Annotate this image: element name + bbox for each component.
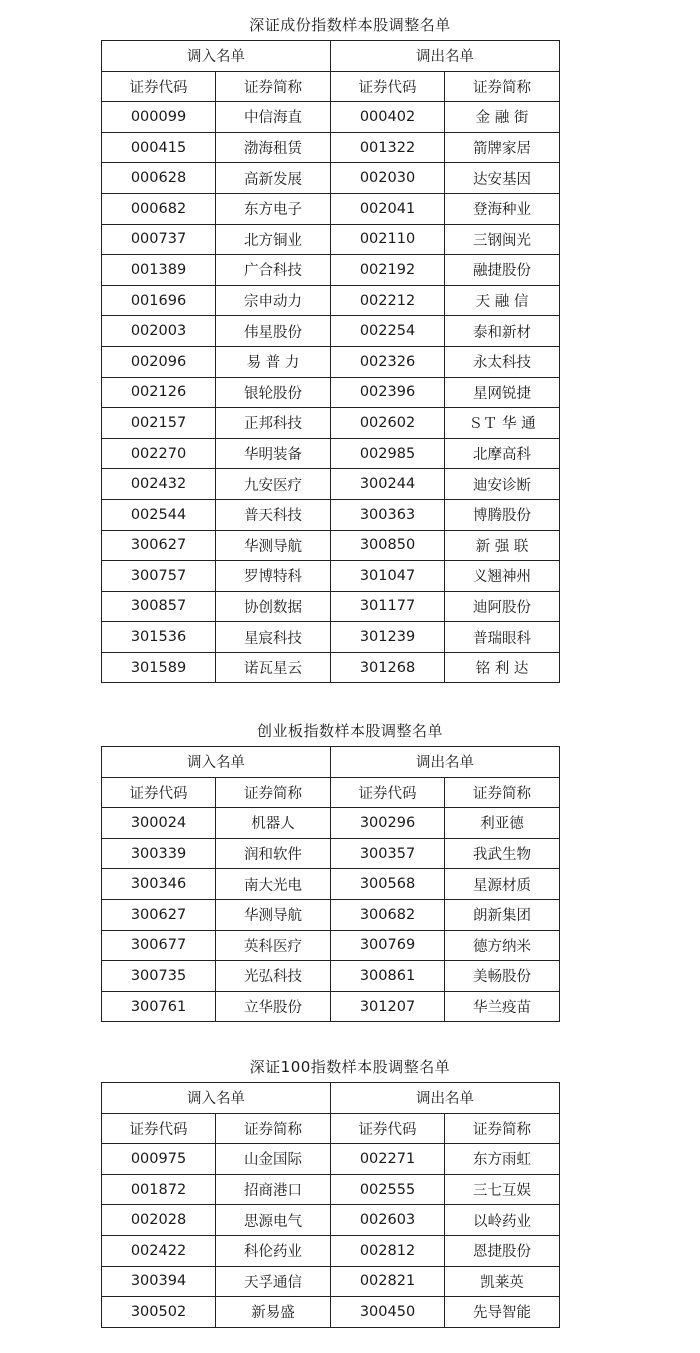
- table-row: [102, 899, 560, 930]
- group-header-row: [102, 1083, 560, 1114]
- adjustment-table: [101, 1082, 560, 1328]
- added-name-cell: 银轮股份: [216, 377, 331, 408]
- removed-list-header: 调出名单: [331, 747, 560, 778]
- table-row: [102, 132, 560, 163]
- added-code-cell: 000415: [102, 132, 216, 163]
- added-code-cell: 002157: [102, 408, 216, 439]
- removed-code-cell: 002821: [331, 1266, 445, 1297]
- added-name-cell: 广合科技: [216, 255, 331, 286]
- added-list-header: 调入名单: [102, 1083, 331, 1114]
- adjustment-table: [101, 40, 560, 683]
- section-title: 深证成份指数样本股调整名单: [249, 16, 451, 34]
- removed-code-cell: 002555: [331, 1174, 445, 1205]
- added-code-cell: 000099: [102, 102, 216, 133]
- added-name-cell: 诺瓦星云: [216, 652, 331, 683]
- chinext-index-section: [0, 716, 700, 1017]
- removed-code-cell: 002030: [331, 163, 445, 194]
- removed-code-cell: 002254: [331, 316, 445, 347]
- security-code-header: 证券代码: [331, 71, 445, 102]
- removed-code-cell: 002326: [331, 346, 445, 377]
- column-header-row: [102, 71, 560, 102]
- added-code-cell: 300757: [102, 561, 216, 592]
- table-row: [102, 163, 560, 194]
- added-code-cell: 002003: [102, 316, 216, 347]
- removed-name-cell: 永太科技: [445, 346, 560, 377]
- added-code-cell: 000975: [102, 1144, 216, 1175]
- security-name-header: 证券简称: [445, 1113, 560, 1144]
- added-name-cell: 罗博特科: [216, 561, 331, 592]
- removed-code-cell: 001322: [331, 132, 445, 163]
- security-code-header: 证券代码: [102, 1113, 216, 1144]
- added-name-cell: 光弘科技: [216, 961, 331, 992]
- table-row: [102, 255, 560, 286]
- removed-name-cell: 登海种业: [445, 193, 560, 224]
- security-code-header: 证券代码: [331, 1113, 445, 1144]
- added-code-cell: 002096: [102, 346, 216, 377]
- table-row: [102, 102, 560, 133]
- added-code-cell: 300735: [102, 961, 216, 992]
- shenzhen-component-index-section: [0, 10, 700, 678]
- table-row: [102, 408, 560, 439]
- column-header-row: [102, 777, 560, 808]
- removed-code-cell: 301177: [331, 591, 445, 622]
- added-name-cell: 易 普 力: [216, 346, 331, 377]
- removed-code-cell: 002812: [331, 1235, 445, 1266]
- added-name-cell: 南大光电: [216, 869, 331, 900]
- removed-name-cell: 三七互娱: [445, 1174, 560, 1205]
- added-code-cell: 300394: [102, 1266, 216, 1297]
- security-name-header: 证券简称: [216, 777, 331, 808]
- added-name-cell: 星宸科技: [216, 622, 331, 653]
- added-code-cell: 001872: [102, 1174, 216, 1205]
- table-row: [102, 991, 560, 1022]
- table-row: [102, 622, 560, 653]
- added-name-cell: 华明装备: [216, 438, 331, 469]
- removed-name-cell: 利亚德: [445, 808, 560, 839]
- removed-name-cell: 新 强 联: [445, 530, 560, 561]
- table-row: [102, 224, 560, 255]
- table-row: [102, 808, 560, 839]
- removed-code-cell: 002985: [331, 438, 445, 469]
- table-row: [102, 530, 560, 561]
- added-name-cell: 思源电气: [216, 1205, 331, 1236]
- table-row: [102, 869, 560, 900]
- table-row: [102, 285, 560, 316]
- added-name-cell: 华测导航: [216, 899, 331, 930]
- security-code-header: 证券代码: [102, 777, 216, 808]
- added-code-cell: 300627: [102, 530, 216, 561]
- removed-name-cell: 先导智能: [445, 1297, 560, 1328]
- removed-name-cell: 铭 利 达: [445, 652, 560, 683]
- added-name-cell: 科伦药业: [216, 1235, 331, 1266]
- added-code-cell: 000682: [102, 193, 216, 224]
- removed-name-cell: 星源材质: [445, 869, 560, 900]
- removed-name-cell: 达安基因: [445, 163, 560, 194]
- table-row: [102, 1174, 560, 1205]
- removed-name-cell: 迪阿股份: [445, 591, 560, 622]
- removed-code-cell: 002396: [331, 377, 445, 408]
- added-name-cell: 北方铜业: [216, 224, 331, 255]
- table-row: [102, 838, 560, 869]
- table-row: [102, 1205, 560, 1236]
- added-code-cell: 002028: [102, 1205, 216, 1236]
- added-code-cell: 001696: [102, 285, 216, 316]
- removed-code-cell: 301268: [331, 652, 445, 683]
- removed-code-cell: 002110: [331, 224, 445, 255]
- added-name-cell: 润和软件: [216, 838, 331, 869]
- table-row: [102, 1144, 560, 1175]
- removed-code-cell: 301047: [331, 561, 445, 592]
- removed-name-cell: 朗新集团: [445, 899, 560, 930]
- removed-name-cell: 金 融 街: [445, 102, 560, 133]
- added-code-cell: 300024: [102, 808, 216, 839]
- table-row: [102, 377, 560, 408]
- added-code-cell: 301536: [102, 622, 216, 653]
- removed-code-cell: 300450: [331, 1297, 445, 1328]
- table-row: [102, 1235, 560, 1266]
- added-name-cell: 中信海直: [216, 102, 331, 133]
- table-row: [102, 1266, 560, 1297]
- added-code-cell: 002422: [102, 1235, 216, 1266]
- removed-code-cell: 300568: [331, 869, 445, 900]
- added-name-cell: 东方电子: [216, 193, 331, 224]
- adjustment-table: [101, 746, 560, 1022]
- security-code-header: 证券代码: [102, 71, 216, 102]
- removed-name-cell: 星网锐捷: [445, 377, 560, 408]
- shenzhen-100-index-section: [0, 1052, 700, 1322]
- security-name-header: 证券简称: [445, 777, 560, 808]
- removed-name-cell: 博腾股份: [445, 499, 560, 530]
- removed-name-cell: 箭牌家居: [445, 132, 560, 163]
- removed-name-cell: 北摩高科: [445, 438, 560, 469]
- column-header-row: [102, 1113, 560, 1144]
- added-code-cell: 001389: [102, 255, 216, 286]
- added-name-cell: 新易盛: [216, 1297, 331, 1328]
- removed-name-cell: 融捷股份: [445, 255, 560, 286]
- added-name-cell: 九安医疗: [216, 469, 331, 500]
- removed-code-cell: 300296: [331, 808, 445, 839]
- added-name-cell: 普天科技: [216, 499, 331, 530]
- added-list-header: 调入名单: [102, 747, 331, 778]
- removed-name-cell: 凯莱英: [445, 1266, 560, 1297]
- added-name-cell: 英科医疗: [216, 930, 331, 961]
- removed-list-header: 调出名单: [331, 41, 560, 72]
- removed-name-cell: 东方雨虹: [445, 1144, 560, 1175]
- added-code-cell: 300627: [102, 899, 216, 930]
- table-row: [102, 346, 560, 377]
- removed-code-cell: 002212: [331, 285, 445, 316]
- removed-name-cell: 以岭药业: [445, 1205, 560, 1236]
- section-title: 深证100指数样本股调整名单: [249, 1058, 451, 1076]
- added-name-cell: 渤海租赁: [216, 132, 331, 163]
- removed-name-cell: 普瑞眼科: [445, 622, 560, 653]
- removed-name-cell: 恩捷股份: [445, 1235, 560, 1266]
- added-name-cell: 机器人: [216, 808, 331, 839]
- added-name-cell: 高新发展: [216, 163, 331, 194]
- added-code-cell: 300339: [102, 838, 216, 869]
- added-code-cell: 300761: [102, 991, 216, 1022]
- added-code-cell: 002544: [102, 499, 216, 530]
- removed-code-cell: 002192: [331, 255, 445, 286]
- table-row: [102, 652, 560, 683]
- removed-name-cell: 德方纳米: [445, 930, 560, 961]
- added-code-cell: 300677: [102, 930, 216, 961]
- table-row: [102, 1297, 560, 1328]
- removed-name-cell: 天 融 信: [445, 285, 560, 316]
- table-row: [102, 561, 560, 592]
- added-code-cell: 300346: [102, 869, 216, 900]
- table-row: [102, 499, 560, 530]
- removed-code-cell: 300244: [331, 469, 445, 500]
- removed-code-cell: 300769: [331, 930, 445, 961]
- added-name-cell: 立华股份: [216, 991, 331, 1022]
- removed-code-cell: 002603: [331, 1205, 445, 1236]
- added-code-cell: 300502: [102, 1297, 216, 1328]
- security-name-header: 证券简称: [216, 1113, 331, 1144]
- removed-code-cell: 301207: [331, 991, 445, 1022]
- added-code-cell: 301589: [102, 652, 216, 683]
- table-row: [102, 438, 560, 469]
- removed-code-cell: 300861: [331, 961, 445, 992]
- added-name-cell: 山金国际: [216, 1144, 331, 1175]
- removed-name-cell: 迪安诊断: [445, 469, 560, 500]
- removed-code-cell: 002602: [331, 408, 445, 439]
- removed-code-cell: 002041: [331, 193, 445, 224]
- security-name-header: 证券简称: [445, 71, 560, 102]
- removed-list-header: 调出名单: [331, 1083, 560, 1114]
- table-row: [102, 591, 560, 622]
- security-code-header: 证券代码: [331, 777, 445, 808]
- added-code-cell: 300857: [102, 591, 216, 622]
- table-row: [102, 961, 560, 992]
- removed-name-cell: 泰和新材: [445, 316, 560, 347]
- removed-code-cell: 300357: [331, 838, 445, 869]
- added-code-cell: 002126: [102, 377, 216, 408]
- added-list-header: 调入名单: [102, 41, 331, 72]
- added-name-cell: 招商港口: [216, 1174, 331, 1205]
- removed-name-cell: 美畅股份: [445, 961, 560, 992]
- table-row: [102, 930, 560, 961]
- table-row: [102, 193, 560, 224]
- removed-code-cell: 300850: [331, 530, 445, 561]
- removed-code-cell: 300682: [331, 899, 445, 930]
- added-code-cell: 002432: [102, 469, 216, 500]
- removed-code-cell: 300363: [331, 499, 445, 530]
- removed-code-cell: 301239: [331, 622, 445, 653]
- section-title: 创业板指数样本股调整名单: [256, 722, 443, 740]
- added-code-cell: 002270: [102, 438, 216, 469]
- group-header-row: [102, 747, 560, 778]
- removed-name-cell: 义翘神州: [445, 561, 560, 592]
- added-name-cell: 华测导航: [216, 530, 331, 561]
- removed-name-cell: ＳＴ 华 通: [445, 408, 560, 439]
- added-name-cell: 天孚通信: [216, 1266, 331, 1297]
- security-name-header: 证券简称: [216, 71, 331, 102]
- removed-name-cell: 华兰疫苗: [445, 991, 560, 1022]
- table-row: [102, 469, 560, 500]
- removed-name-cell: 三钢闽光: [445, 224, 560, 255]
- added-name-cell: 伟星股份: [216, 316, 331, 347]
- added-name-cell: 协创数据: [216, 591, 331, 622]
- group-header-row: [102, 41, 560, 72]
- added-name-cell: 宗申动力: [216, 285, 331, 316]
- added-name-cell: 正邦科技: [216, 408, 331, 439]
- removed-name-cell: 我武生物: [445, 838, 560, 869]
- removed-code-cell: 000402: [331, 102, 445, 133]
- added-code-cell: 000737: [102, 224, 216, 255]
- table-row: [102, 316, 560, 347]
- removed-code-cell: 002271: [331, 1144, 445, 1175]
- added-code-cell: 000628: [102, 163, 216, 194]
